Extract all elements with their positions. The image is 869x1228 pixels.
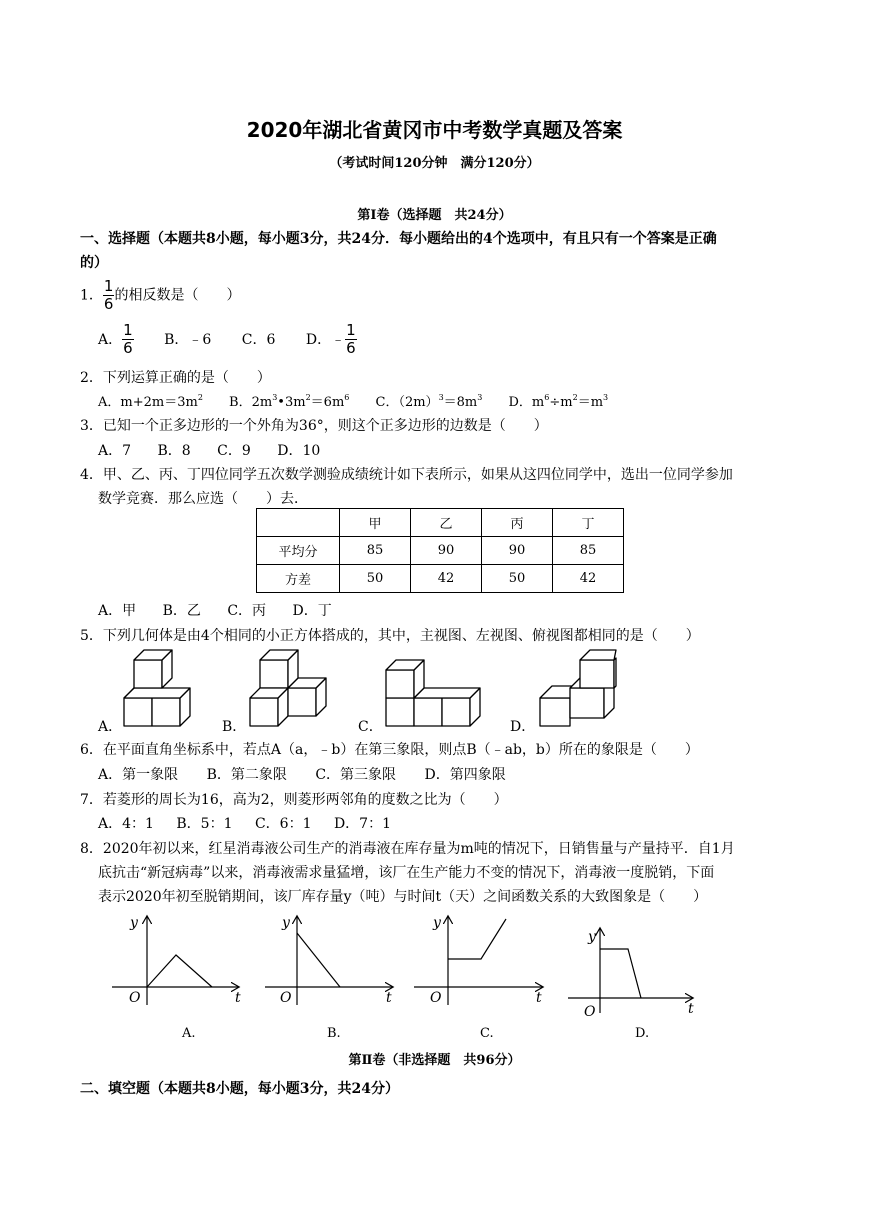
q7-option-a: A．4：1 (98, 816, 154, 832)
question-4: 4．甲、乙、丙、丁四位同学五次数学测验成绩统计如下表所示，如果从这四位同学中，选出一位同学参加 (80, 467, 733, 483)
table-cell: 平均分 (257, 537, 340, 565)
exam-info: （考试时间120分钟 满分120分） (329, 156, 540, 171)
q2-d-sup3: 3 (603, 393, 609, 402)
table-cell: 50 (482, 565, 553, 593)
cube-figure-d (540, 650, 616, 726)
q2-option-a (98, 395, 203, 410)
q1-a-num: 1 (123, 321, 133, 339)
q1-a-den: 6 (123, 339, 133, 357)
q2-b-pre: B．2m (229, 395, 273, 410)
q1-option-b: B．﹣6 (164, 331, 212, 348)
table-cell: 丁 (553, 509, 624, 537)
graph-b-y-label: y (282, 915, 290, 931)
table-cell: 90 (482, 537, 553, 565)
q2-b-post: ＝6m (310, 395, 345, 410)
q2-b-sup2: 2 (305, 393, 311, 402)
question-8-cont2: 表示2020年初至脱销期间，该厂库存量y（吨）与时间t（天）之间函数关系的大致图象是（ ） (98, 889, 708, 905)
part2-heading: 第Ⅱ卷（非选择题 共96分） (348, 1053, 521, 1068)
q1-fraction (103, 279, 115, 312)
table-row (257, 537, 624, 565)
q1-option-a (98, 321, 134, 357)
q3-option-a: A．7 (98, 443, 132, 459)
q1-stem: 的相反数是（ ） (114, 287, 241, 304)
graph-b-origin: O (280, 990, 292, 1006)
q3-option-d: D．10 (277, 443, 321, 459)
q2-b-sup3: 6 (344, 393, 350, 402)
q4-options (98, 600, 332, 620)
q2-c-sup2: 3 (477, 393, 483, 402)
q1-d-den: 6 (346, 339, 356, 357)
q2-option-b (229, 395, 349, 410)
graph-c-y-label: y (433, 915, 441, 931)
q7-option-c: C．6：1 (254, 816, 312, 832)
q6-option-a: A．第一象限 (98, 767, 179, 783)
question-8: 8．2020年初以来，红星消毒液公司生产的消毒液在库存量为m吨的情况下，日销售量与产量持平．自1月 (80, 841, 735, 857)
table-cell: 50 (340, 565, 411, 593)
cube-figure-a (124, 650, 190, 726)
table-row (257, 565, 624, 593)
q1-a-label: A． (98, 331, 123, 348)
q5-label-c: C． (358, 719, 383, 735)
q5-label-d: D． (510, 719, 536, 735)
table-header-row (257, 509, 624, 537)
question-8-cont: 底抗击“新冠病毒”以来，消毒液需求量猛增，该厂在生产能力不变的情况下，消毒液一度脱销，下面 (98, 865, 715, 881)
section1-title: 一、选择题（本题共8小题，每小题3分，共24分．每小题给出的4个选项中，有且只有一个答案是正确 (80, 231, 717, 247)
q6-option-c: C．第三象限 (315, 767, 397, 783)
section2-title: 二、填空题（本题共8小题，每小题3分，共24分） (80, 1081, 399, 1097)
graph-d (568, 929, 692, 1013)
q7-option-d: D．7：1 (333, 816, 391, 832)
question-6: 6．在平面直角坐标系中，若点A（a，﹣b）在第三象限，则点B（﹣ab，b）所在的象限是（ ） (80, 742, 699, 758)
q6-options (98, 764, 506, 784)
q1-number: 1． (80, 287, 103, 304)
q1-d-label: D．﹣ (305, 331, 346, 348)
q1-frac-num: 1 (103, 277, 114, 295)
graph-c-origin: O (430, 990, 442, 1006)
section1-title-cont: 的） (80, 255, 108, 271)
q4-option-d: D．丁 (292, 603, 332, 619)
q1-frac-den: 6 (103, 295, 114, 313)
table-cell: 85 (553, 537, 624, 565)
part1-heading: 第Ⅰ卷（选择题 共24分） (357, 208, 512, 223)
question-7: 7．若菱形的周长为16，高为2，则菱形两邻角的度数之比为（ ） (80, 792, 508, 808)
q1-options (98, 323, 357, 356)
table-cell: 乙 (411, 509, 482, 537)
page-title: 2020年湖北省黄冈市中考数学真题及答案 (246, 118, 623, 142)
graph-c-label: C. (480, 1026, 494, 1041)
q4-option-b: B．乙 (162, 603, 201, 619)
cube-figure-b (250, 650, 326, 726)
q2-option-d (509, 395, 609, 410)
graph-a-label: A. (182, 1026, 196, 1041)
q5-label-a: A． (98, 719, 123, 735)
table-cell: 42 (411, 565, 482, 593)
graph-d-origin: O (584, 1004, 596, 1020)
graph-d-t-label: t (688, 1001, 694, 1017)
q5-label-b: B． (222, 719, 247, 735)
q2-d-sup1: 6 (544, 393, 550, 402)
q2-d-sup2: 2 (572, 393, 578, 402)
table-cell: 方差 (257, 565, 340, 593)
graph-a-y-label: y (130, 915, 138, 931)
q2-c-post: ＝8m (443, 395, 478, 410)
question-5: 5．下列几何体是由4个相同的小正方体搭成的，其中，主视图、左视图、俯视图都相同的是（ ） (80, 628, 700, 644)
q2-b-sup1: 3 (272, 393, 278, 402)
q7-option-b: B．5：1 (176, 816, 233, 832)
q2-option-c (376, 395, 483, 410)
q1-d-num: 1 (346, 321, 356, 339)
q3-option-c: C．9 (217, 443, 251, 459)
graph-c-t-label: t (536, 990, 542, 1006)
q3-options (98, 440, 320, 460)
table-cell (257, 509, 340, 537)
table-cell: 90 (411, 537, 482, 565)
q2-a-text: A．m+2m＝3m (98, 395, 198, 410)
q2-d-mid: ÷m (549, 395, 573, 410)
q5-figures (0, 640, 869, 740)
q2-a-sup: 2 (197, 393, 203, 402)
q3-option-b: B．8 (157, 443, 191, 459)
q8-graphs (0, 905, 869, 1045)
q6-option-d: D．第四象限 (424, 767, 506, 783)
cube-figure-c (386, 660, 480, 726)
q2-options (98, 391, 608, 410)
q2-d-pre: D．m (508, 395, 545, 410)
table-cell: 85 (340, 537, 411, 565)
question-3: 3．已知一个正多边形的一个外角为36°，则这个正多边形的边数是（ ） (80, 418, 548, 434)
graph-a-origin: O (129, 990, 141, 1006)
table-cell: 甲 (340, 509, 411, 537)
graph-a-t-label: t (235, 990, 241, 1006)
q2-c-sup1: 3 (438, 393, 444, 402)
q1-option-c: C．6 (241, 331, 276, 348)
q4-option-c: C．丙 (227, 603, 267, 619)
table-cell: 丙 (482, 509, 553, 537)
question-2: 2．下列运算正确的是（ ） (80, 370, 271, 386)
q2-c-pre: C．（2m） (375, 395, 439, 410)
table-cell: 42 (553, 565, 624, 593)
q7-options (98, 813, 391, 833)
q6-option-b: B．第二象限 (206, 767, 287, 783)
question-1 (80, 279, 240, 312)
graph-b-label: B. (327, 1026, 341, 1041)
q2-b-mid: •3m (277, 395, 306, 410)
score-table (256, 508, 624, 593)
graph-b-t-label: t (386, 990, 392, 1006)
question-4-cont: 数学竞赛．那么应选（ ）去． (98, 491, 308, 507)
q1-option-d (305, 321, 357, 357)
graph-d-y-label: y (588, 929, 596, 945)
q4-option-a: A．甲 (98, 603, 137, 619)
graph-d-label: D. (635, 1026, 650, 1041)
q2-d-post: ＝m (577, 395, 604, 410)
